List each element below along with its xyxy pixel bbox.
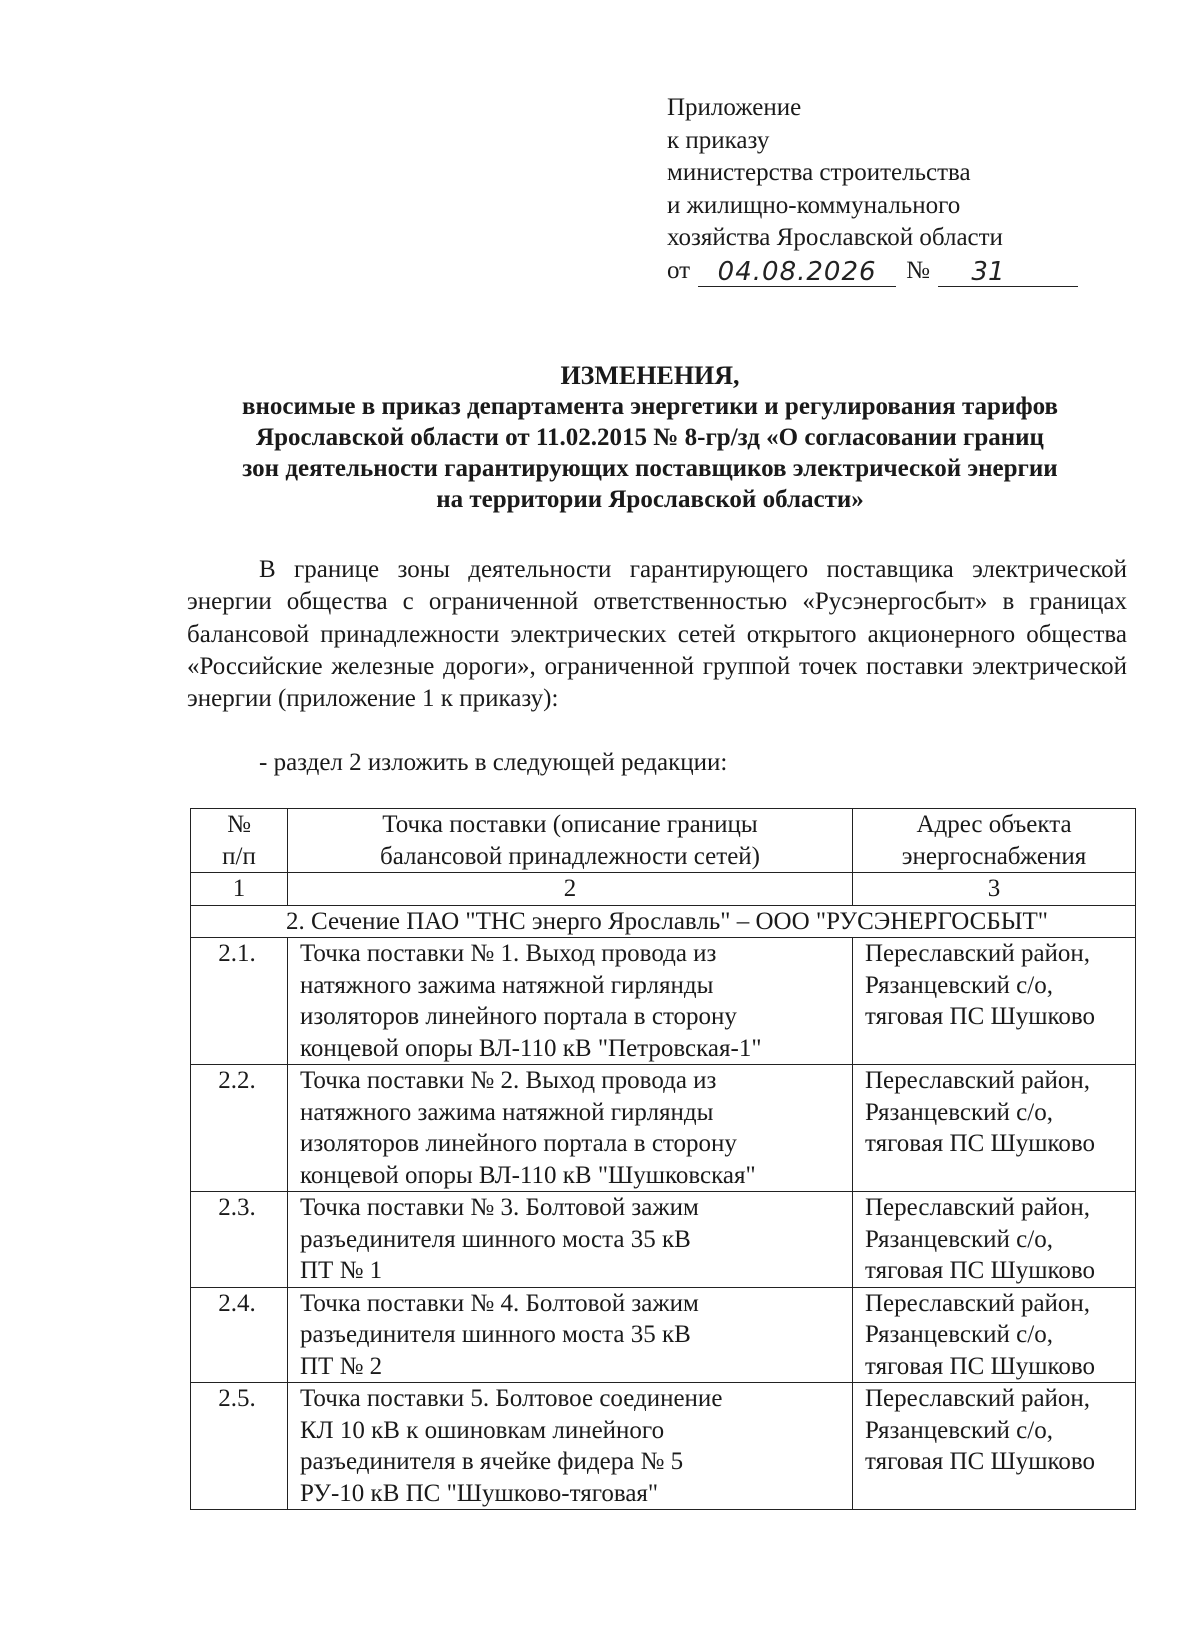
row-number: 2.1. xyxy=(191,938,288,1065)
index-cell: 1 xyxy=(191,873,288,906)
table-header-row xyxy=(191,809,1136,873)
appendix-line: министерства строительства xyxy=(667,159,971,186)
row-number: 2.2. xyxy=(191,1065,288,1192)
table-row xyxy=(191,1065,1136,1192)
handwritten-date: 04.08.2026 xyxy=(698,258,896,287)
table-index-row xyxy=(191,873,1136,906)
table-row xyxy=(191,1383,1136,1510)
document-title xyxy=(180,360,1120,515)
number-sign: № xyxy=(906,256,930,284)
table-row xyxy=(191,1192,1136,1288)
index-cell: 2 xyxy=(288,873,853,906)
appendix-line: и жилищно-коммунального xyxy=(667,191,961,219)
row-address: Переславский район, Рязанцевский с/о, тяговая ПС Шушково xyxy=(853,1383,1136,1510)
header-point: Точка поставки (описание границы балансовой принадлежности сетей) xyxy=(288,809,853,873)
header-address: Адрес объекта энергоснабжения xyxy=(853,809,1136,873)
appendix-line: хозяйства Ярославской области xyxy=(667,224,1003,251)
body-paragraph: В границе зоны деятельности гарантирующего поставщика электрической энергии общества с ограниченной ответственностью «Русэнергосбыт» в границах балансовой принадлежности электрических сетей открытого акционерного общества «Российские железные дороги», ограниченной группой точек поставки электрической энергии (приложение 1 к приказу): xyxy=(187,556,1127,713)
title-line: Ярославской области от 11.02.2015 № 8-гр/зд «О согласовании границ xyxy=(256,424,1044,451)
date-prefix: от xyxy=(667,256,691,284)
title-line: на территории Ярославской области» xyxy=(436,486,864,513)
row-point: Точка поставки № 4. Болтовой зажим разъединителя шинного моста 35 кВ ПТ № 2 xyxy=(288,1287,853,1383)
body-note: - раздел 2 изложить в следующей редакции: xyxy=(259,749,728,776)
section-title: 2. Сечение ПАО "ТНС энерго Ярославль" – ООО "РУСЭНЕРГОСБЫТ" xyxy=(191,905,1136,938)
table-row xyxy=(191,938,1136,1065)
row-number: 2.5. xyxy=(191,1383,288,1510)
title-main: ИЗМЕНЕНИЯ, xyxy=(560,361,740,390)
appendix-line: Приложение xyxy=(667,94,802,121)
appendix-line: к приказу xyxy=(667,126,770,154)
row-point: Точка поставки 5. Болтовое соединение КЛ 10 кВ к ошиновкам линейного разъединителя в ячейке фидера № 5 РУ-10 кВ ПС "Шушково-тяговая" xyxy=(288,1383,853,1510)
row-address: Переславский район, Рязанцевский с/о, тяговая ПС Шушково xyxy=(853,1192,1136,1288)
title-line: вносимые в приказ департамента энергетики и регулирования тарифов xyxy=(241,393,1059,420)
row-point: Точка поставки № 3. Болтовой зажим разъединителя шинного моста 35 кВ ПТ № 1 xyxy=(288,1192,853,1288)
row-point: Точка поставки № 2. Выход провода из натяжного зажима натяжной гирлянды изоляторов линейного портала в сторону концевой опоры ВЛ-110 кВ "Шушковская" xyxy=(288,1065,853,1192)
supply-points-table xyxy=(190,808,1136,1510)
row-point: Точка поставки № 1. Выход провода из натяжного зажима натяжной гирлянды изоляторов линейного портала в сторону концевой опоры ВЛ-110 кВ "Петровская-1" xyxy=(288,938,853,1065)
row-address: Переславский район, Рязанцевский с/о, тяговая ПС Шушково xyxy=(853,1065,1136,1192)
order-date-line xyxy=(667,255,1078,288)
appendix-block xyxy=(667,92,1078,287)
row-address: Переславский район, Рязанцевский с/о, тяговая ПС Шушково xyxy=(853,938,1136,1065)
title-line: зон деятельности гарантирующих поставщиков электрической энергии xyxy=(242,455,1058,482)
handwritten-number: 31 xyxy=(938,258,1078,287)
row-address: Переславский район, Рязанцевский с/о, тяговая ПС Шушково xyxy=(853,1287,1136,1383)
table-row xyxy=(191,1287,1136,1383)
row-number: 2.4. xyxy=(191,1287,288,1383)
header-num: № п/п xyxy=(191,809,288,873)
index-cell: 3 xyxy=(853,873,1136,906)
table-section-row xyxy=(191,905,1136,938)
row-number: 2.3. xyxy=(191,1192,288,1288)
